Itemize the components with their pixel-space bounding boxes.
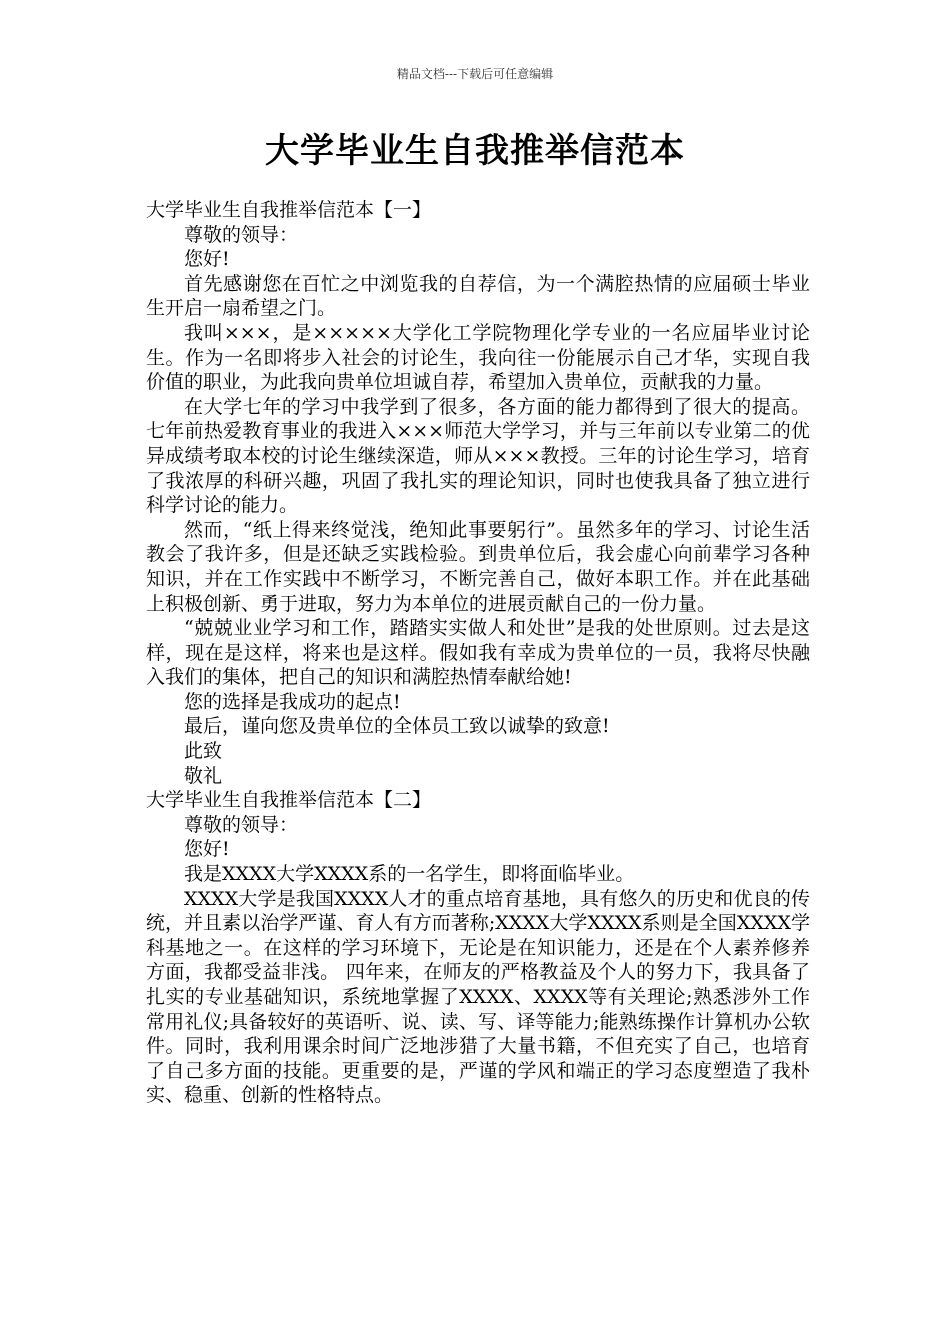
- body-paragraph: 最后，谨向您及贵单位的全体员工致以诚挚的致意!: [184, 715, 610, 738]
- body-paragraph: 然而，“纸上得来终觉浅，绝知此事要躬行”。虽然多年的学习、讨论生活教会了我许多，但是还缺乏实践检验。到贵单位后，我会虚心向前辈学习各种知识，并在工作实践中不断学习，不断完善自己，做好本职工作。并在此基础上积极创新、勇于进取，努力为本单位的进展贡献自己的一份力量。: [146, 518, 810, 615]
- section-heading-1: 大学毕业生自我推举信范本【一】: [146, 199, 432, 221]
- salutation: 尊敬的领导：: [184, 813, 299, 836]
- salutation: 尊敬的领导：: [184, 223, 299, 246]
- page-header-note: 精品文档---下载后可任意编辑: [396, 67, 554, 81]
- document-body: [146, 198, 810, 1108]
- body-paragraph: 首先感谢您在百忙之中浏览我的自荐信，为一个满腔热情的应届硕士毕业生开启一扇希望之门。: [146, 272, 810, 320]
- greeting: 您好!: [184, 248, 230, 271]
- closing-line: 敬礼: [184, 764, 223, 787]
- body-paragraph: 在大学七年的学习中我学到了很多，各方面的能力都得到了很大的提高。七年前热爱教育事业的我进入×××师范大学学习，并与三年前以专业第二的优异成绩考取本校的讨论生继续深造，师从×××教授。三年的讨论生学习，培育了我浓厚的科研兴趣，巩固了我扎实的理论知识，同时也使我具备了独立进行科学讨论的能力。: [146, 395, 810, 517]
- body-paragraph: XXXX大学是我国XXXX人才的重点培育基地，具有悠久的历史和优良的传统，并且素以治学严谨、育人有方而著称;XXXX大学XXXX系则是全国XXXX学科基地之一。在这样的学习环境下，无论是在知识能力，还是在个人素养修养方面，我都受益非浅。 四年来，在师友的严格教益及个人的努力下，我具备了扎实的专业基础知识，系统地掌握了XXXX、XXXX等有关理论;熟悉涉外工作常用礼仪;具备较好的英语听、说、读、写、译等能力;能熟练操作计算机办公软件。同时，我利用课余时间广泛地涉猎了大量书籍，不但充实了自己，也培育了自己多方面的技能。更重要的是，严谨的学风和端正的学习态度塑造了我朴实、稳重、创新的性格特点。: [146, 887, 810, 1107]
- greeting: 您好!: [184, 838, 230, 861]
- closing-line: 此致: [184, 740, 223, 763]
- document-title: 大学毕业生自我推举信范本: [265, 131, 685, 171]
- body-paragraph: “兢兢业业学习和工作，踏踏实实做人和处世”是我的处世原则。过去是这样，现在是这样，将来也是这样。假如我有幸成为贵单位的一员，我将尽快融入我们的集体，把自己的知识和满腔热情奉献给她!: [146, 617, 810, 689]
- section-heading-2: 大学毕业生自我推举信范本【二】: [146, 789, 432, 812]
- body-paragraph: 我叫×××，是×××××大学化工学院物理化学专业的一名应届毕业讨论生。作为一名即将步入社会的讨论生，我向往一份能展示自己才华，实现自我价值的职业，为此我向贵单位坦诚自荐，希望加入贵单位，贡献我的力量。: [146, 321, 810, 394]
- body-paragraph: 我是XXXX大学XXXX系的一名学生，即将面临毕业。: [184, 863, 635, 886]
- body-paragraph: 您的选择是我成功的起点!: [184, 690, 401, 713]
